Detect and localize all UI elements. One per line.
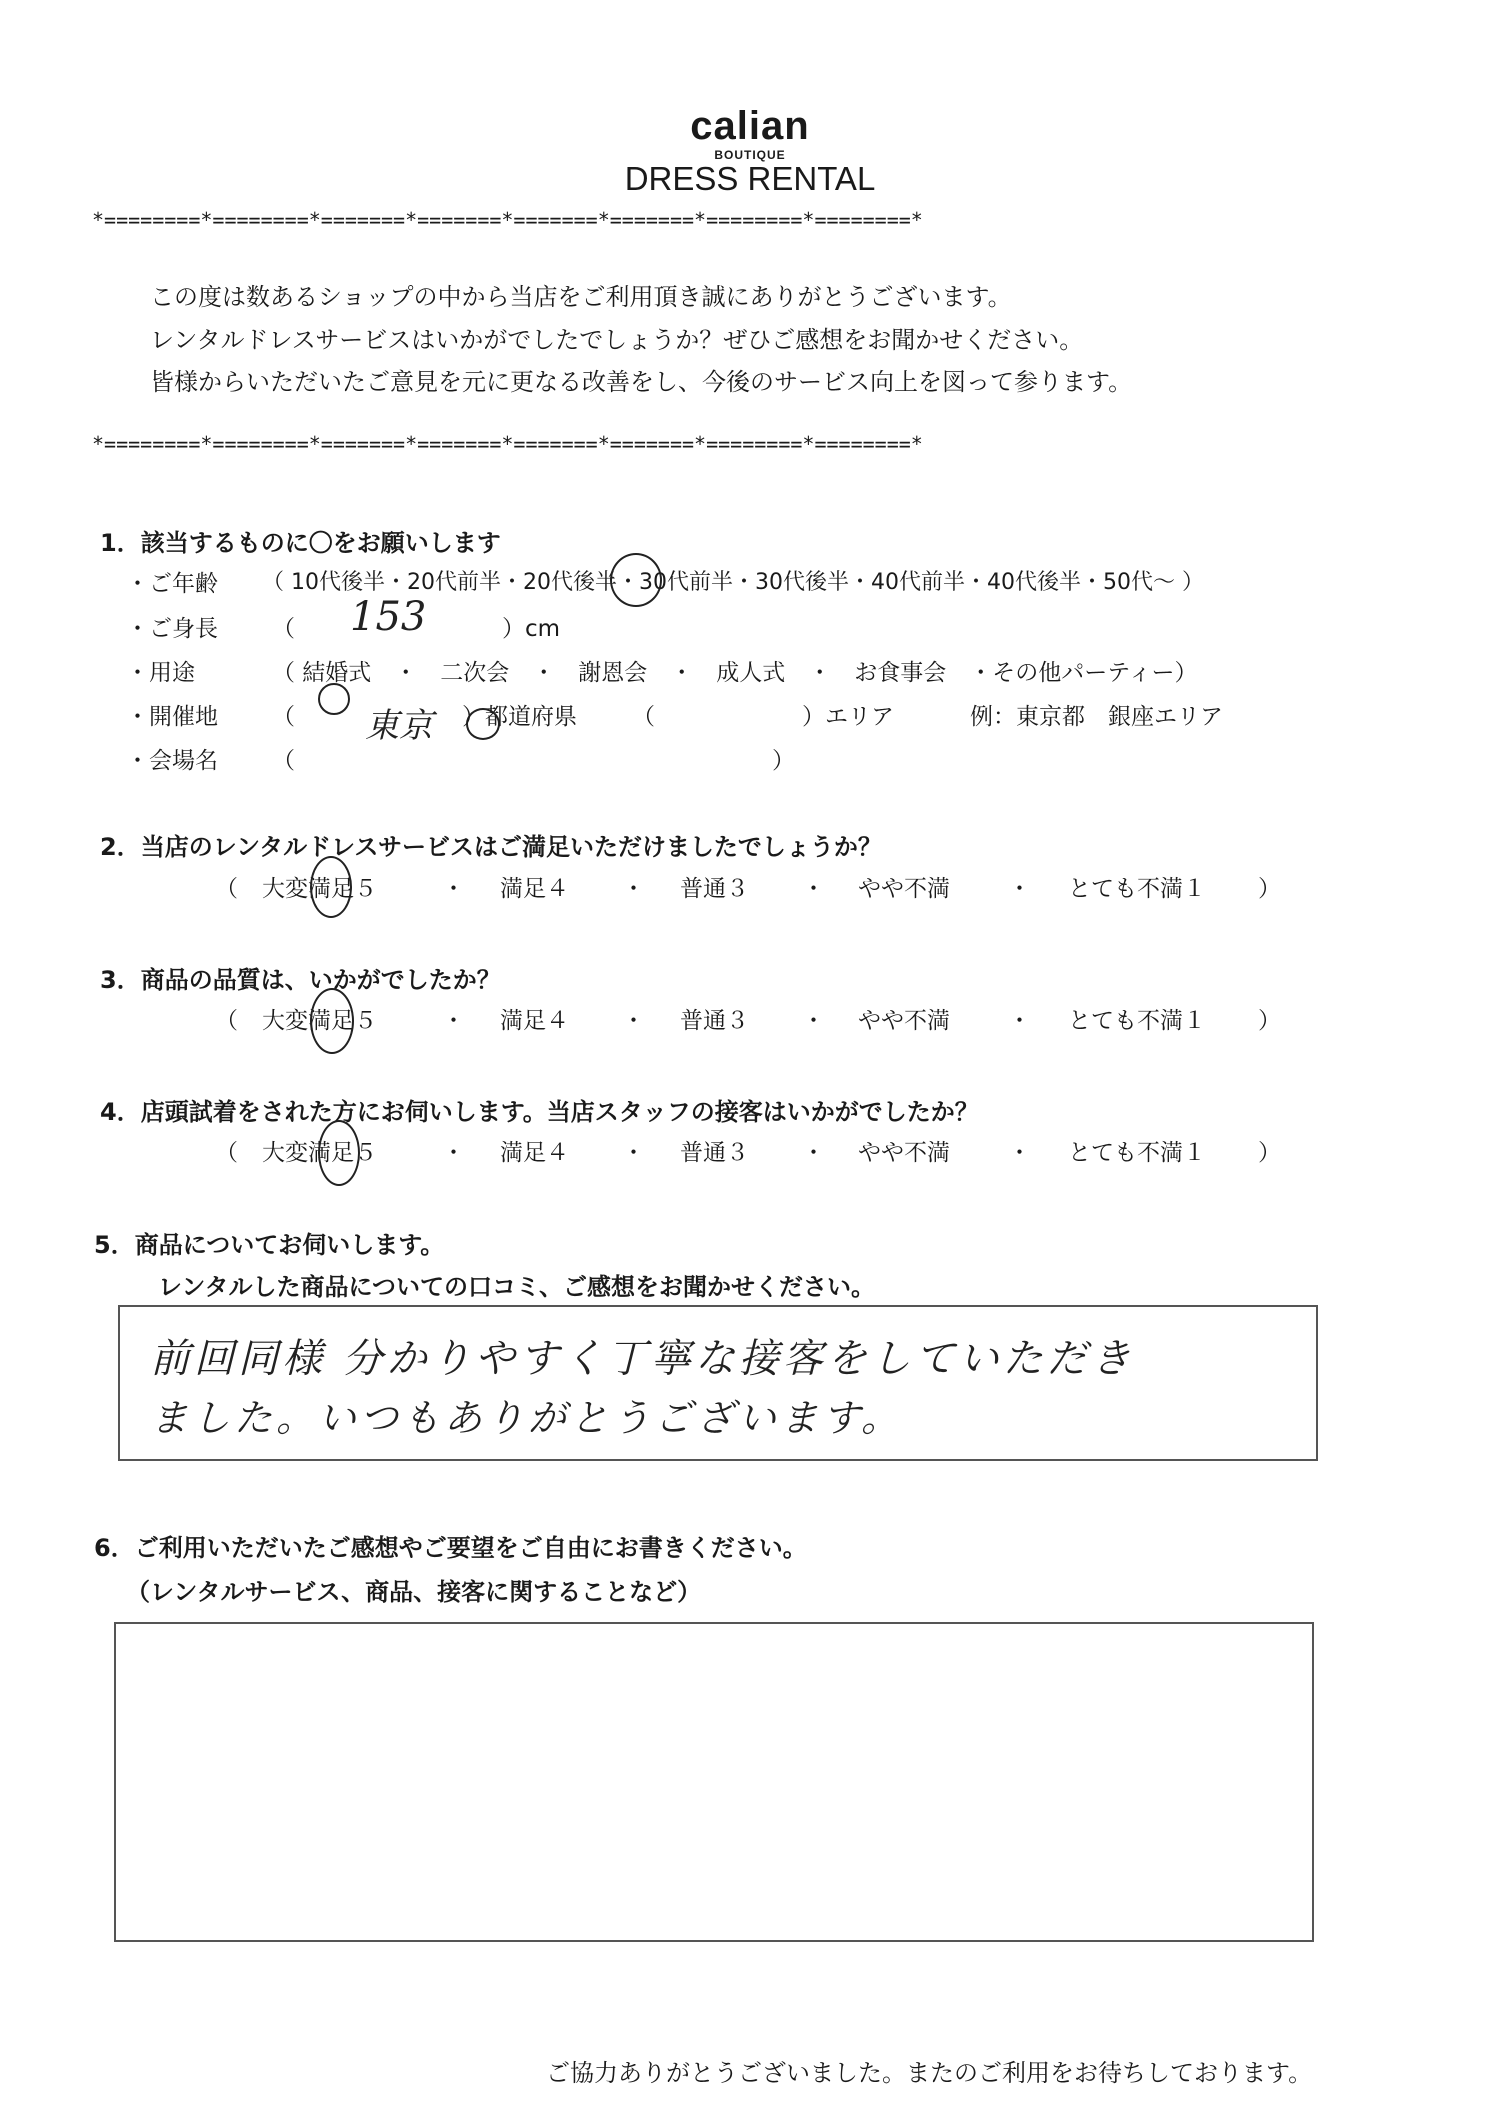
q5-answer-line-1: 前回同様 分かりやすく丁寧な接客をしていただき xyxy=(150,1336,1135,1382)
q4-selection-circle xyxy=(318,1120,360,1186)
age-selection-circle xyxy=(610,553,662,607)
q2-option-2[interactable]: やや不満 xyxy=(858,876,950,902)
q3-title: 3．商品の品質は、いかがでしたか？ xyxy=(100,966,501,994)
q3-open: （ xyxy=(215,1008,238,1034)
q3-option-4[interactable]: 満足４ xyxy=(500,1008,569,1034)
q2-close: ） xyxy=(1258,876,1281,902)
venue-example: 例：東京都 銀座エリア xyxy=(970,704,1223,730)
venue-value[interactable]: 東京 xyxy=(365,706,433,746)
q5-title: 5．商品についてお伺いします。 xyxy=(94,1231,445,1259)
height-label: ・ご身長 xyxy=(126,616,218,642)
q5-answer-box[interactable] xyxy=(118,1305,1318,1461)
q2-sep-2: ・ xyxy=(622,876,645,902)
closing-message: ご協力ありがとうございました。またのご利用をお待ちしております。 xyxy=(546,2059,1313,2087)
q4-option-5[interactable]: 大変満足５ xyxy=(262,1140,377,1166)
purpose-options: （ 結婚式 ・ 二次会 ・ 謝恩会 ・ 成人式 ・ お食事会 ・その他パーティー） xyxy=(272,660,1198,686)
q2-sep-3: ・ xyxy=(802,876,825,902)
venue-mark-circle xyxy=(318,683,350,715)
q3-option-5[interactable]: 大変満足５ xyxy=(262,1008,377,1034)
hall-close: ） xyxy=(772,748,795,774)
q4-option-4[interactable]: 満足４ xyxy=(500,1140,569,1166)
q2-selection-circle xyxy=(310,856,352,918)
page-title: DRESS RENTAL xyxy=(624,160,876,197)
q3-close: ） xyxy=(1258,1008,1281,1034)
q5-answer-line-2: ました。いつもありがとうございます。 xyxy=(150,1396,903,1440)
intro-line-2: レンタルドレスサービスはいかがでしたでしょうか？ぜひご感想をお聞かせください。 xyxy=(150,326,1084,354)
divider-bottom: *========*========*=======*=======*=======*=======*========*========* xyxy=(92,432,923,456)
brand-logo: calian xyxy=(690,104,810,148)
venue-prefecture: ）都道府県 xyxy=(462,704,577,730)
venue-open: （ xyxy=(272,704,295,730)
q2-option-5[interactable]: 大変満足５ xyxy=(262,876,377,902)
q3-sep-4: ・ xyxy=(1008,1008,1031,1034)
q3-sep-1: ・ xyxy=(442,1008,465,1034)
venue-area: ）エリア xyxy=(802,704,894,730)
intro-line-1: この度は数あるショップの中から当店をご利用頂き誠にありがとうございます。 xyxy=(150,283,1012,311)
purpose-label: ・用途 xyxy=(126,660,195,686)
q5-subtitle: レンタルした商品についての口コミ、ご感想をお聞かせください。 xyxy=(158,1273,875,1301)
q3-option-2[interactable]: やや不満 xyxy=(858,1008,950,1034)
q4-sep-1: ・ xyxy=(442,1140,465,1166)
q1-title: 1．該当するものに〇をお願いします xyxy=(100,529,501,557)
q2-option-3[interactable]: 普通３ xyxy=(680,876,749,902)
q4-title: 4．店頭試着をされた方にお伺いします。当店スタッフの接客はいかがでしたか？ xyxy=(100,1098,979,1126)
q2-title: 2．当店のレンタルドレスサービスはご満足いただけましたでしょうか？ xyxy=(100,833,882,861)
q4-option-2[interactable]: やや不満 xyxy=(858,1140,950,1166)
age-label: ・ご年齢 xyxy=(126,571,218,597)
venue-label: ・開催地 xyxy=(126,704,218,730)
q4-option-1[interactable]: とても不満１ xyxy=(1068,1140,1206,1166)
height-value[interactable]: 153 xyxy=(350,594,427,640)
intro-line-3: 皆様からいただいたご意見を元に更なる改善をし、今後のサービス向上を図って参ります。 xyxy=(150,368,1133,396)
q4-option-3[interactable]: 普通３ xyxy=(680,1140,749,1166)
q6-answer-box[interactable] xyxy=(114,1622,1314,1942)
divider-top: *========*========*=======*=======*=======*=======*========*========* xyxy=(92,208,923,232)
q3-option-1[interactable]: とても不満１ xyxy=(1068,1008,1206,1034)
q4-sep-2: ・ xyxy=(622,1140,645,1166)
q2-sep-4: ・ xyxy=(1008,876,1031,902)
q3-selection-circle xyxy=(310,988,354,1054)
q2-option-1[interactable]: とても不満１ xyxy=(1068,876,1206,902)
height-open: （ xyxy=(272,616,295,642)
q2-open: （ xyxy=(215,876,238,902)
q4-close: ） xyxy=(1258,1140,1281,1166)
q3-sep-2: ・ xyxy=(622,1008,645,1034)
q6-title: 6．ご利用いただいたご感想やご要望をご自由にお書きください。 xyxy=(94,1534,807,1562)
q4-open: （ xyxy=(215,1140,238,1166)
q4-sep-4: ・ xyxy=(1008,1140,1031,1166)
brand-sub: BOUTIQUE xyxy=(714,148,786,162)
age-options: （ 10代後半・20代前半・20代後半・30代前半・30代後半・40代前半・40代後半・50代～ ） xyxy=(262,570,1204,595)
q3-option-3[interactable]: 普通３ xyxy=(680,1008,749,1034)
hall-open: （ xyxy=(272,748,295,774)
height-unit: ）cm xyxy=(502,616,561,642)
hall-label: ・会場名 xyxy=(126,748,218,774)
venue-area-open: （ xyxy=(632,704,655,730)
q3-sep-3: ・ xyxy=(802,1008,825,1034)
q2-sep-1: ・ xyxy=(442,876,465,902)
q4-sep-3: ・ xyxy=(802,1140,825,1166)
q2-option-4[interactable]: 満足４ xyxy=(500,876,569,902)
q6-subtitle: （レンタルサービス、商品、接客に関することなど） xyxy=(126,1578,702,1606)
